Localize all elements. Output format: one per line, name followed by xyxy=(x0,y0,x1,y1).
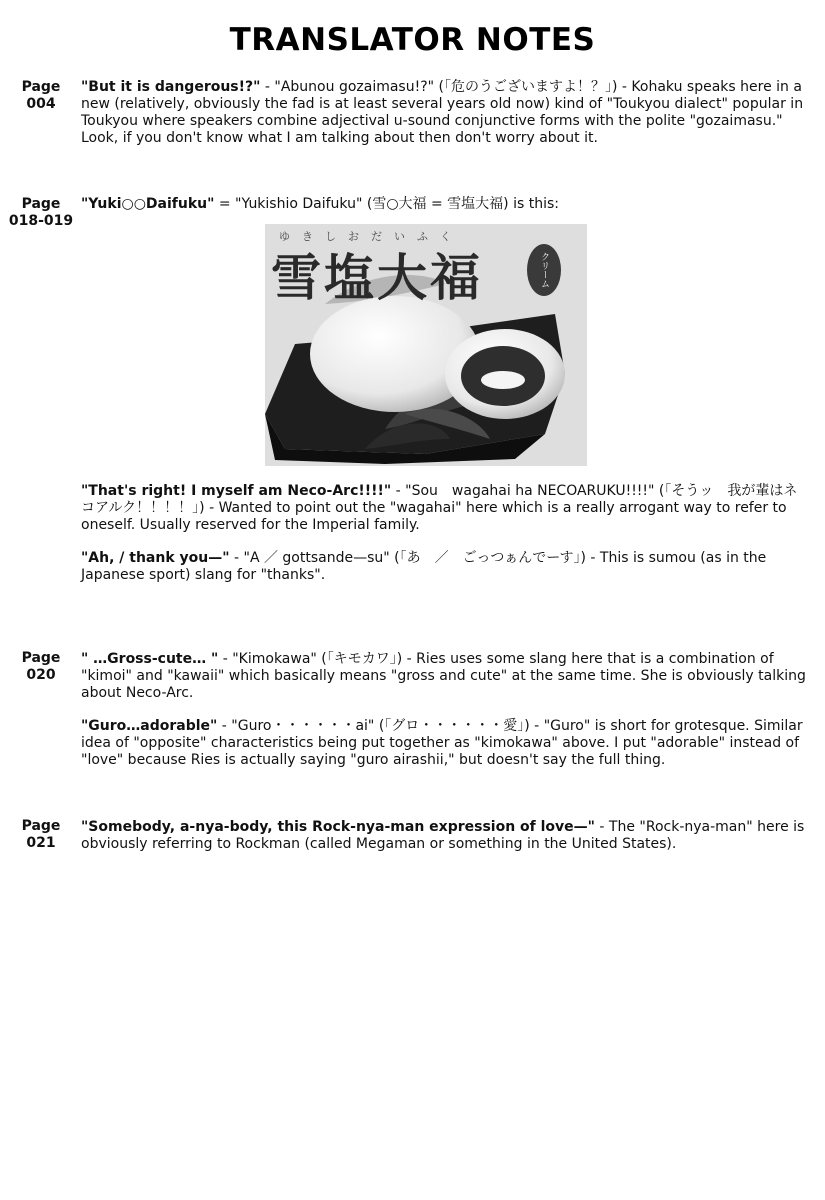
photo-kanji-title: 雪塩大福 xyxy=(271,248,483,307)
page-number: 020 xyxy=(26,667,56,683)
page-word: Page xyxy=(21,79,61,95)
page-label-004 xyxy=(6,79,76,113)
note-neco-arc xyxy=(81,483,809,534)
note-quote: "Guro…adorable" xyxy=(81,718,218,734)
photo-furigana: ゆきしおだいふく xyxy=(279,230,463,243)
note-text: = "Yukishio Daifuku" (雪○大福 = 雪塩大福) is this: xyxy=(214,196,559,212)
note-text: - "Guro・・・・・・ai" (「グロ・・・・・・愛」) - "Guro" is short for grotesque. Similar idea of "opposite" characteristics being put together as "kimokawa" above. I put "adorable" instead of "love" because Ries is actually saying "guro airashii," but doesn't say the full thing. xyxy=(81,718,803,768)
note-gross-cute xyxy=(81,651,809,702)
note-quote: "Yuki○○Daifuku" xyxy=(81,196,215,212)
page-label-020 xyxy=(6,650,76,684)
page-word: Page xyxy=(21,818,61,834)
note-dangerous xyxy=(81,79,809,147)
photo-badge: クリーム xyxy=(527,244,561,296)
page-word: Page xyxy=(21,650,61,666)
note-quote: "Somebody, a-nya-body, this Rock-nya-man expression of love—" xyxy=(81,819,595,835)
page-title: TRANSLATOR NOTES xyxy=(229,22,596,58)
daifuku-photo xyxy=(265,224,587,466)
note-text: - "A ／ gottsande—su" (「あ ／ ごっつぁんでーす」) - This is sumou (as in the Japanese sport) slang for "thanks". xyxy=(81,550,767,583)
page-label-021 xyxy=(6,818,76,852)
note-thank-you xyxy=(81,550,809,584)
page-word: Page xyxy=(21,196,61,212)
note-text: - "Kimokawa" (「キモカワ」) - Ries uses some slang here that is a combination of "kimoi" and "kawaii" which basically means "gross and cute" at the same time. She is obviously talking about Neco-Arc. xyxy=(81,651,806,701)
page-number: 018-019 xyxy=(8,213,74,229)
note-rock-nya-man xyxy=(81,819,809,853)
note-quote: " …Gross-cute… " xyxy=(81,651,219,667)
page-label-018-019 xyxy=(6,196,76,230)
note-yukishio xyxy=(81,196,809,213)
note-guro-adorable xyxy=(81,718,809,769)
page-number: 004 xyxy=(26,96,56,112)
note-text: - "Abunou gozaimasu!?" (「危のうございますよ！？」) - Kohaku speaks here in a new (relatively, obviously the fad is at least several years old now) kind of "Toukyou dialect" popular in Toukyou where speakers combine adjectival u-sound conjunctive forms with the polite "gozaimasu." Look, if you don't know what I am talking about then don't worry about it. xyxy=(81,79,804,146)
note-text: - The "Rock-nya-man" here is obviously referring to Rockman (called Megaman or something in the United States). xyxy=(81,819,805,852)
note-quote: "That's right! I myself am Neco-Arc!!!!" xyxy=(81,483,392,499)
page-number: 021 xyxy=(26,835,56,851)
note-text: - "Sou wagahai ha NECOARUKU!!!!" (「そうッ 我が輩はネコアルク！！！！」) - Wanted to point out the "wagahai" here which is a really arrogant way to refer to oneself. Usually reserved for the Imperial family. xyxy=(81,483,798,533)
note-quote: "Ah, / thank you—" xyxy=(81,550,230,566)
note-quote: "But it is dangerous!?" xyxy=(81,79,261,95)
